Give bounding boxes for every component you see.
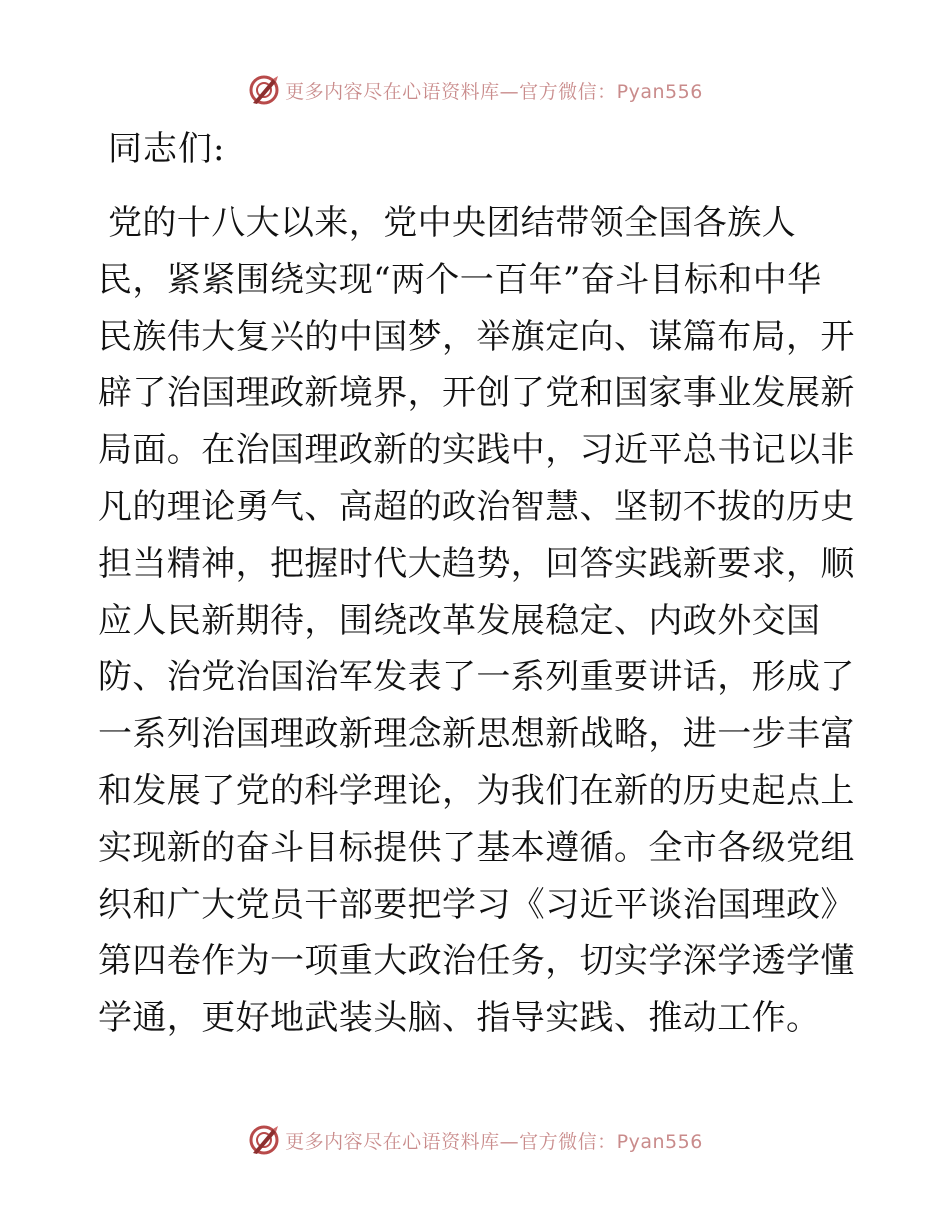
paragraph-line: 辟了治国理政新境界，开创了党和国家事业发展新 — [98, 373, 855, 414]
paragraph-line: 一系列治国理政新理念新思想新战略，进一步丰富 — [98, 714, 855, 755]
body-paragraph — [98, 195, 858, 1047]
paragraph-line: 应人民新期待，围绕改革发展稳定、内政外交国 — [98, 600, 821, 641]
quill-seal-logo-icon — [247, 1123, 281, 1157]
paragraph-line: 凡的理论勇气、高超的政治智慧、坚韧不拔的历史 — [98, 486, 855, 527]
footer-watermark-text: 更多内容尽在心语资料库—官方微信：Pyan556 — [285, 1130, 703, 1153]
paragraph-line: 民族伟大复兴的中国梦，举旗定向、谋篇布局，开 — [98, 316, 855, 357]
paragraph-line: 第四卷作为一项重大政治任务，切实学深学透学懂 — [98, 941, 855, 982]
paragraph-line: 实现新的奋斗目标提供了基本遵循。全市各级党组 — [98, 827, 855, 868]
paragraph-line: 担当精神，把握时代大趋势，回答实践新要求，顺 — [98, 543, 855, 584]
paragraph-line: 局面。在治国理政新的实践中，习近平总书记以非 — [98, 430, 855, 471]
header-watermark — [0, 70, 950, 110]
salutation: 同志们: — [108, 129, 226, 169]
quill-seal-logo-icon — [247, 73, 281, 107]
paragraph-line: 织和广大党员干部要把学习《习近平谈治国理政》 — [98, 884, 855, 925]
footer-watermark — [0, 1120, 950, 1160]
paragraph-line: 民，紧紧围绕实现“两个一百年”奋斗目标和中华 — [98, 259, 822, 300]
paragraph-line: 党的十八大以来，党中央团结带领全国各族人 — [108, 203, 796, 243]
paragraph-line: 和发展了党的科学理论，为我们在新的历史起点上 — [98, 770, 855, 811]
paragraph-line: 防、治党治国治军发表了一系列重要讲话，形成了 — [98, 657, 855, 698]
header-watermark-text: 更多内容尽在心语资料库—官方微信：Pyan556 — [285, 80, 703, 103]
paragraph-line: 学通，更好地武装头脑、指导实践、推动工作。 — [98, 998, 821, 1039]
